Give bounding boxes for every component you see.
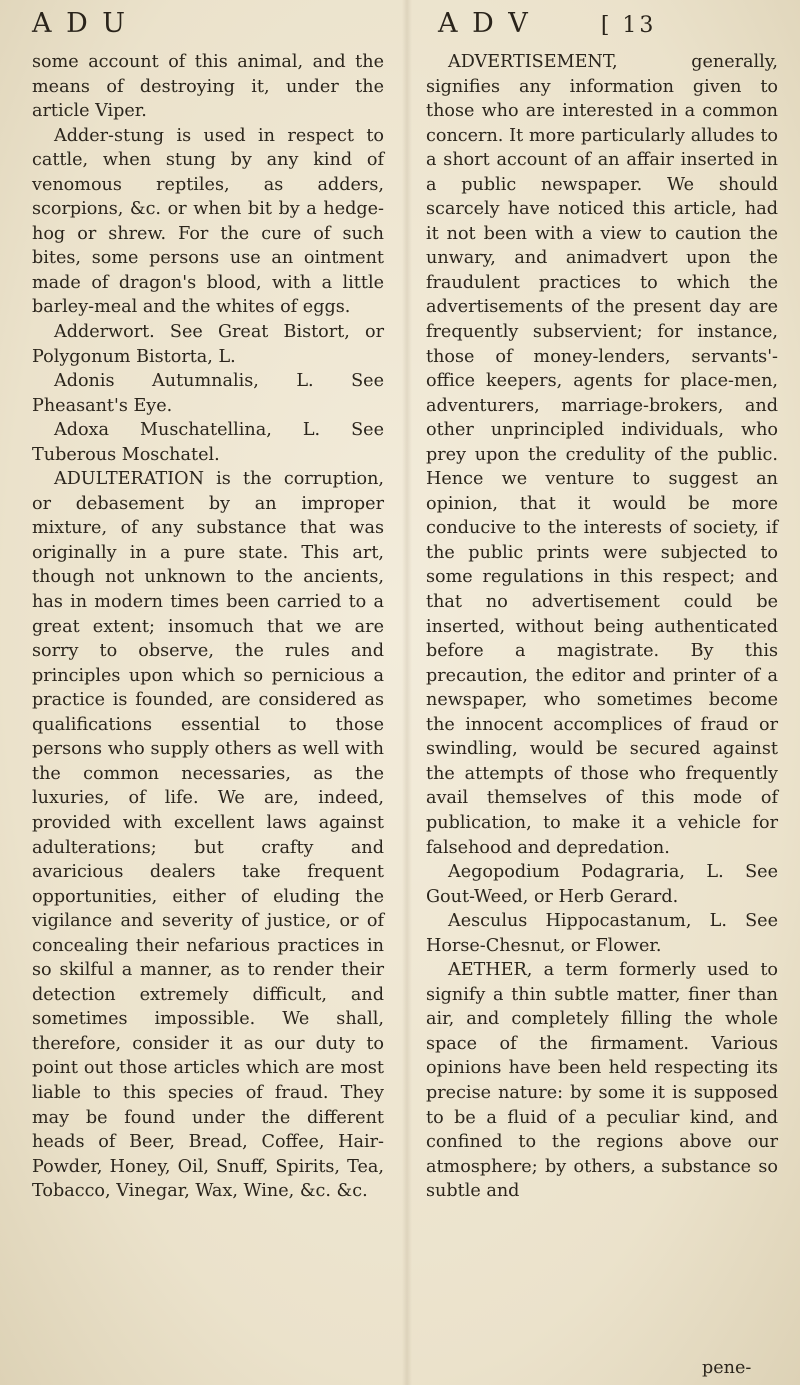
- entry-adderwort: Adderwort. See Great Bistort, or Polygonum Bistorta, L.: [32, 322, 384, 367]
- left-column: [32, 50, 384, 1204]
- entry-adoxa: Adoxa Muschatellina, L. See Tuberous Moschatel.: [32, 420, 384, 465]
- running-head-left: [32, 8, 128, 39]
- entry-aether: AETHER, a term formerly used to signify a thin subtle matter, finer than air, and completely filling the whole space of the firmament. Various opinions have been held respecting its precise nature: by some it is supposed to be a fluid of a peculiar kind, and confined to the regions above our atmosphere; by others, a substance so subtle and: [426, 960, 778, 1202]
- catchword: pene-: [702, 1358, 752, 1378]
- running-head-right: [438, 8, 656, 39]
- running-head-left-text: A D U: [32, 8, 129, 39]
- entry-aegopodium: Aegopodium Podagraria, L. See Gout-Weed, or Herb Gerard.: [426, 862, 778, 907]
- entry-advertisement: ADVERTISEMENT, generally, signifies any information given to those who are interested in a common concern. It more particularly alludes to a short account of an affair inserted in a public newspaper. We should scarcely have noticed this article, had it not been with a view to caution the unwary, and animadvert upon the fraudulent practices to which the advertisements of the present day are frequently subservient; for instance, those of money-lenders, servants'-office keepers, agents for place-men, adventurers, marriage-brokers, and other unprincipled individuals, who prey upon the credulity of the public. Hence we venture to suggest an opinion, that it would be more conducive to the interests of society, if the public prints were subjected to some regulations in this respect; and that no advertisement could be inserted, without being authenticated before a magistrate. By this precaution, the editor and printer of a newspaper, who sometimes become the innocent accomplices of fraud or swindling, would be secured against the attempts of those who frequently avail themselves of this mode of publication, to make it a vehicle for falsehood and depredation.: [426, 52, 778, 858]
- right-column: [426, 50, 778, 1204]
- entry-adonis: Adonis Autumnalis, L. See Pheasant's Eye.: [32, 371, 384, 416]
- running-head-right-text: A D V: [438, 8, 531, 39]
- paragraph-viper-ref: some account of this animal, and the means of destroying it, under the article Viper.: [32, 52, 384, 122]
- entry-adder-stung: Adder-stung is used in respect to cattle, when stung by any kind of venomous reptiles, as adders, scorpions, &c. or when bit by a hedge-hog or shrew. For the cure of such bites, some persons use an ointment made of dragon's blood, with a little barley-meal and the whites of eggs.: [32, 125, 384, 318]
- entry-adulteration: ADULTERATION is the corruption, or debasement by an improper mixture, of any substance that was originally in a pure state. This art, though not unknown to the ancients, has in modern times been carried to a great extent; insomuch that we are sorry to observe, the rules and principles upon which so pernicious a practice is founded, are considered as qualifications essential to those persons who supply others as well with the common necessaries, as the luxuries, of life. We are, indeed, provided with excellent laws against adulterations; but crafty and avaricious dealers take frequent opportunities, either of eluding the vigilance and severity of justice, or of concealing their nefarious practices in so skilful a manner, as to render their detection extremely difficult, and sometimes impossible. We shall, therefore, consider it as our duty to point out those articles which are most liable to this species of fraud. They may be found under the different heads of Beer, Bread, Coffee, Hair-Powder, Honey, Oil, Snuff, Spirits, Tea, Tobacco, Vinegar, Wax, Wine, &c. &c.: [32, 469, 384, 1202]
- page-folio: [ 13: [600, 13, 657, 38]
- entry-aesculus: Aesculus Hippocastanum, L. See Horse-Chesnut, or Flower.: [426, 911, 778, 956]
- page-gutter: [402, 0, 412, 1385]
